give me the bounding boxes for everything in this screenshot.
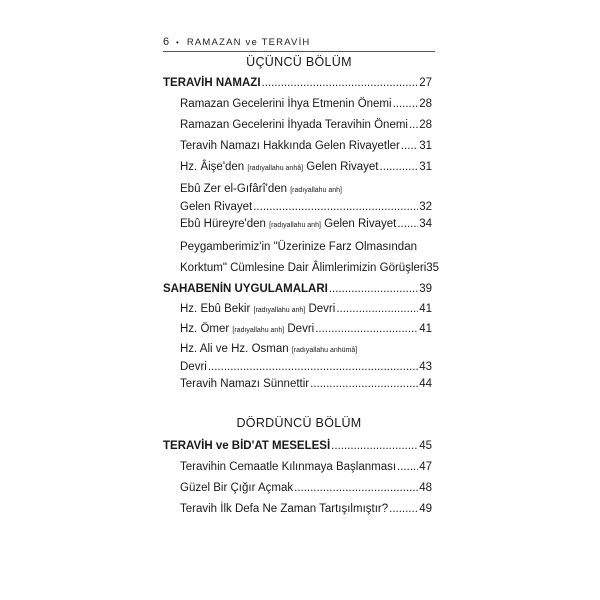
- section-heading-4: DÖRDÜNCÜ BÖLÜM: [236, 416, 362, 430]
- toc-entry[interactable]: Teravih Namazı Sünnettir ..... 44: [180, 376, 432, 392]
- page-number: 6: [163, 36, 170, 48]
- toc-entry[interactable]: Teravih İlk Defa Ne Zaman Tartışılmıştır? ..... 49: [180, 501, 432, 517]
- toc-entry[interactable]: Teravihin Cemaatle Kılınmaya Başlanması ..... 47: [180, 459, 432, 475]
- section-heading-3: ÜÇÜNCÜ BÖLÜM: [246, 55, 352, 69]
- running-header: [163, 36, 435, 52]
- toc-entry[interactable]: Ramazan Gecelerini İhyada Teravihin Önemi ..... 28: [180, 117, 432, 133]
- toc-entry[interactable]: Ebû Hüreyre'den [radıyallahu anh] Gelen Rivayet ..... 34: [180, 216, 432, 234]
- toc-entry[interactable]: Peygamberimiz'in "Üzerinize Farz Olmasından Korktum" Cümlesine Dair Âlimlerimizin Görüşleri 35: [180, 241, 440, 274]
- book-title: RAMAZAN ve TERAVİH: [186, 37, 311, 48]
- header-bullet: •: [175, 38, 180, 47]
- toc-entry[interactable]: Hz. Ömer [radıyallahu anh] Devri ..... 41: [180, 321, 432, 339]
- toc-main-entry[interactable]: SAHABENİN UYGULAMALARI ..... 39: [163, 281, 432, 297]
- toc-entry[interactable]: Güzel Bir Çığır Açmak ..... 48: [180, 480, 432, 496]
- toc-main-entry[interactable]: TERAVİH NAMAZI ..... 27: [163, 75, 432, 91]
- toc-entry[interactable]: Teravih Namazı Hakkında Gelen Rivayetler ..... 31: [180, 138, 432, 154]
- toc-entry[interactable]: Ramazan Gecelerini İhya Etmenin Önemi ..... 28: [180, 96, 432, 112]
- toc-entry[interactable]: Hz. Ebû Bekir [radıyallahu anh] Devri ..... 41: [180, 301, 432, 319]
- toc-entry[interactable]: Ebû Zer el-Gıfârî'den [radıyallahu anh] Gelen Rivayet ..... 32: [180, 181, 432, 215]
- toc-entry[interactable]: Hz. Ali ve Hz. Osman [radıyallahu anhümâ] Devri ..... 43: [180, 341, 432, 375]
- toc-entry[interactable]: Hz. Âişe'den [radıyallahu anhâ] Gelen Rivayet ..... 31: [180, 159, 432, 177]
- toc-main-entry[interactable]: TERAVİH ve BİD'AT MESELESİ ..... 45: [163, 438, 432, 454]
